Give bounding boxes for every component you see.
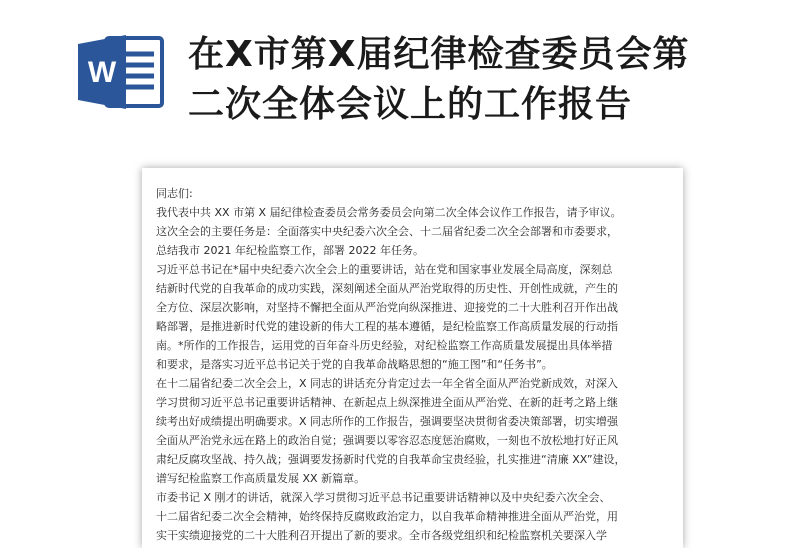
page-title: [188, 30, 788, 130]
doc-line: 全面从严治党永远在路上的政治自觉；强调要以零容忍态度惩治腐败，一刻也不放松地打好正风: [156, 434, 618, 447]
doc-line: 同志们:: [156, 187, 193, 200]
word-letter: W: [87, 56, 117, 89]
doc-line: 实干实绩迎接党的二十大胜利召开提出了新的要求。全市各级党组织和纪检监察机关要深入学: [156, 529, 607, 542]
doc-line: 续考出好成绩提出明确要求。X 同志所作的工作报告，强调要坚决贯彻省委决策部署，切实增强: [156, 415, 619, 428]
document-body: [156, 184, 673, 545]
doc-line: 全方位、深层次影响，对坚持不懈把全面从严治党向纵深推进、迎接党的二十大胜利召开作出战: [156, 301, 618, 314]
doc-line: 肃纪反腐攻坚战、持久战；强调要发扬新时代党的自我革命宝贵经验，扎实推进“清廉 XX”建设，: [156, 453, 626, 466]
doc-line: 和要求，是落实习近平总书记关于党的自我革命战略思想的“施工图”和“任务书”。: [156, 358, 553, 371]
doc-line: 结新时代党的自我革命的成功实践，深刻阐述全面从严治党取得的历史性、开创性成就，产生的: [156, 282, 618, 295]
word-document-icon: [76, 32, 166, 112]
doc-line: 在十二届省纪委二次全会上，X 同志的讲话充分肯定过去一年全省全面从严治党新成效，对深入: [156, 377, 619, 390]
doc-line: 习近平总书记在*届中央纪委六次全会上的重要讲话，站在党和国家事业发展全局高度，深刻总: [156, 263, 613, 276]
doc-line: 略部署，是推进新时代党的建设新的伟大工程的基本遵循，是纪检监察工作高质量发展的行动指: [156, 320, 618, 333]
title-line-1: 在X市第X届纪律检查委员会第: [188, 34, 690, 75]
doc-line: 十二届省纪委二次全会精神，始终保持反腐败政治定力，以自我革命精神推进全面从严治党，用: [156, 510, 618, 523]
title-line-2: 二次全体会议上的工作报告: [188, 84, 633, 125]
document-page-preview: [142, 168, 683, 548]
doc-line: 南。*所作的工作报告，运用党的百年奋斗历史经验，对纪检监察工作高质量发展提出具体举措: [156, 339, 613, 352]
doc-line: 学习贯彻习近平总书记重要讲话精神、在新起点上纵深推进全面从严治党、在新的赶考之路上继: [156, 396, 618, 409]
doc-line: 我代表中共 XX 市第 X 届纪律检查委员会常务委员会向第二次全体会议作工作报告，请予审议。: [156, 206, 622, 219]
doc-line: 市委书记 X 刚才的讲话，就深入学习贯彻习近平总书记重要讲话精神以及中央纪委六次全会、: [156, 491, 611, 504]
doc-line: 这次全会的主要任务是：全面落实中央纪委六次全会、十二届省纪委二次全会部署和市委要求，: [156, 225, 618, 238]
doc-line: 总结我市 2021 年纪检监察工作，部署 2022 年任务。: [156, 244, 424, 257]
doc-line: 谱写纪检监察工作高质量发展 XX 新篇章。: [156, 472, 366, 485]
